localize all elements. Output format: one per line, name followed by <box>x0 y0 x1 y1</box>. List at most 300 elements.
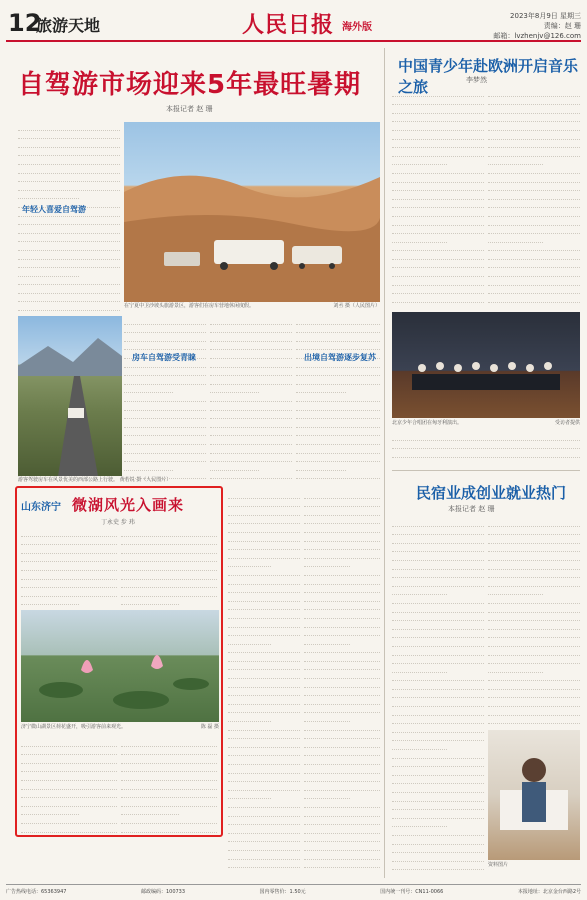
feature-text-col1 <box>21 528 117 606</box>
homestay-caption <box>488 862 580 869</box>
text-line <box>228 825 300 834</box>
text-line <box>392 217 484 226</box>
text-line <box>124 393 206 402</box>
text-line <box>392 105 484 114</box>
text-line <box>124 428 206 437</box>
text-line <box>304 602 380 611</box>
text-line <box>228 851 300 860</box>
text-line <box>210 333 292 342</box>
text-line <box>18 217 120 226</box>
text-line <box>210 402 292 411</box>
text-line <box>228 808 300 817</box>
text-line <box>488 131 580 140</box>
text-line <box>121 554 217 563</box>
text-line <box>21 772 117 781</box>
text-line <box>21 824 117 833</box>
text-line <box>392 200 484 209</box>
text-line <box>121 588 217 597</box>
text-line <box>304 516 380 525</box>
text-line <box>304 585 380 594</box>
main-subhead-1: 年轻人喜爱自驾游 <box>22 205 86 214</box>
right-article-2-col2 <box>488 518 580 728</box>
text-line <box>488 544 580 553</box>
text-line <box>228 722 300 731</box>
page-header <box>6 8 581 42</box>
text-line <box>124 316 206 325</box>
main-article-text-col2 <box>124 316 206 484</box>
text-line <box>228 731 300 740</box>
text-line <box>18 234 120 243</box>
text-line <box>228 524 300 533</box>
text-line <box>296 376 380 385</box>
text-line <box>392 268 484 277</box>
text-line <box>124 385 173 394</box>
text-line <box>304 774 380 783</box>
feature-title: 微湖风光入画来 <box>72 496 185 514</box>
text-line <box>21 781 117 790</box>
text-line <box>210 436 292 445</box>
desert-camp-caption-text: 在宁夏中卫沙坡头旅游景区，游客们在房车营地休闲度假。 <box>124 303 255 309</box>
text-line <box>228 507 300 516</box>
feature-place: 山东济宁 <box>21 502 61 513</box>
text-line <box>392 260 484 269</box>
text-line <box>228 782 300 791</box>
text-line <box>304 739 380 748</box>
text-line <box>228 842 300 851</box>
text-line <box>488 294 580 303</box>
text-line <box>121 545 217 554</box>
text-line <box>18 165 120 174</box>
text-line <box>392 191 484 200</box>
text-line <box>304 748 380 757</box>
text-line <box>228 748 300 757</box>
text-line <box>228 705 300 714</box>
text-line <box>121 815 217 824</box>
text-line <box>124 454 206 463</box>
text-line <box>296 436 380 445</box>
edition-label: 海外版 <box>342 22 372 33</box>
text-line <box>210 411 292 420</box>
text-line <box>210 376 292 385</box>
text-line <box>124 471 206 480</box>
text-line <box>21 755 117 764</box>
text-line <box>228 834 300 843</box>
text-line <box>228 533 300 542</box>
text-line <box>392 544 484 553</box>
text-line <box>488 561 580 570</box>
text-line <box>304 705 380 714</box>
text-line <box>18 182 120 191</box>
text-line <box>18 268 79 277</box>
text-line <box>21 571 117 580</box>
text-line <box>121 747 217 756</box>
text-line <box>304 653 380 662</box>
text-line <box>392 294 484 303</box>
text-line <box>304 842 380 851</box>
text-line <box>121 738 217 747</box>
right-article-2-col1 <box>392 518 484 878</box>
text-line <box>392 552 484 561</box>
text-line <box>488 604 580 613</box>
text-line <box>392 535 484 544</box>
text-line <box>488 183 580 192</box>
text-line <box>392 432 580 441</box>
text-line <box>296 316 380 325</box>
main-subhead-2: 房车自驾游受青睐 <box>132 353 196 362</box>
text-line <box>304 731 380 740</box>
text-line <box>124 402 206 411</box>
featured-article-box <box>15 486 223 837</box>
text-line <box>228 662 300 671</box>
text-line <box>228 739 300 748</box>
text-line <box>228 679 300 688</box>
text-line <box>392 527 484 536</box>
text-line <box>392 802 484 811</box>
newspaper-logo: 人民日报 <box>242 12 335 38</box>
text-line <box>488 578 580 587</box>
road-trip-illustration <box>18 316 122 476</box>
footer-ad-hotline: 广告热线电话：65363947 <box>6 889 67 895</box>
text-line <box>392 595 484 604</box>
text-line <box>210 454 292 463</box>
text-line <box>392 621 484 630</box>
right-article-1-col1 <box>392 88 484 308</box>
text-line <box>392 793 484 802</box>
text-line <box>124 419 206 428</box>
text-line <box>488 157 543 166</box>
issue-date: 2023年8月9日 星期三 <box>510 12 581 20</box>
desert-camp-credit: 刘丞 摄（人民图片） <box>333 303 380 309</box>
concert-illustration <box>392 312 580 418</box>
text-line <box>392 750 484 759</box>
text-line <box>228 817 300 826</box>
road-trip-photo <box>18 316 122 476</box>
text-line <box>18 148 120 157</box>
text-line <box>124 368 206 377</box>
text-line <box>304 550 380 559</box>
text-line <box>228 628 300 637</box>
text-line <box>304 619 380 628</box>
text-line <box>228 559 271 568</box>
text-line <box>228 490 300 499</box>
text-line <box>21 807 79 816</box>
text-line <box>392 114 484 123</box>
editor-email: 邮箱：lvzhenjv@126.com <box>493 32 581 40</box>
text-line <box>21 562 117 571</box>
text-line <box>392 251 484 260</box>
right-article-1-byline: 李梦然 <box>466 76 487 84</box>
text-line <box>392 570 484 579</box>
text-line <box>392 234 447 243</box>
text-line <box>18 302 120 311</box>
text-line <box>210 316 292 325</box>
text-line <box>392 698 484 707</box>
text-line <box>121 781 217 790</box>
text-line <box>304 576 380 585</box>
text-line <box>228 860 300 869</box>
text-line <box>488 570 580 579</box>
text-line <box>228 799 300 808</box>
text-line <box>488 707 580 716</box>
text-line <box>210 359 292 368</box>
text-line <box>392 243 484 252</box>
text-line <box>304 765 380 774</box>
text-line <box>488 234 543 243</box>
text-line <box>488 226 580 235</box>
desert-camp-caption <box>124 303 380 310</box>
text-line <box>488 638 580 647</box>
text-line <box>392 518 484 527</box>
text-line <box>304 791 350 800</box>
text-line <box>18 131 120 140</box>
text-line <box>488 251 580 260</box>
text-line <box>304 679 380 688</box>
text-line <box>124 325 206 334</box>
text-line <box>228 619 300 628</box>
text-line <box>488 716 580 725</box>
text-line <box>488 673 580 682</box>
concert-caption-text: 北京少年合唱团在匈牙利演出。 <box>392 420 463 426</box>
text-line <box>392 208 484 217</box>
text-line <box>124 445 206 454</box>
text-line <box>210 419 292 428</box>
text-line <box>392 741 447 750</box>
text-line <box>488 527 580 536</box>
text-line <box>392 810 484 819</box>
text-line <box>392 673 484 682</box>
text-line <box>488 208 580 217</box>
text-line <box>121 772 217 781</box>
feature-text-col2 <box>121 528 217 606</box>
text-line <box>21 798 117 807</box>
footer-address: 本报地址：北京金台西路2号 <box>517 889 581 895</box>
text-line <box>392 664 447 673</box>
text-line <box>392 845 484 854</box>
text-line <box>121 790 217 799</box>
main-article-text-col4 <box>296 316 380 484</box>
text-line <box>304 524 380 533</box>
text-line <box>488 165 580 174</box>
header-info <box>493 11 581 41</box>
text-line <box>488 105 580 114</box>
text-line <box>392 122 484 131</box>
footer-postcode: 邮政编码：100733 <box>140 889 186 895</box>
text-line <box>392 827 484 836</box>
text-line <box>18 225 120 234</box>
text-line <box>488 191 580 200</box>
text-line <box>121 755 217 764</box>
text-line <box>18 242 120 251</box>
text-line <box>392 148 484 157</box>
lotus-credit: 陈 磊 摄 <box>200 724 219 730</box>
text-line <box>21 597 79 606</box>
text-line <box>296 393 380 402</box>
text-line <box>392 767 484 776</box>
text-line <box>210 342 292 351</box>
text-line <box>304 490 380 499</box>
text-line <box>304 808 380 817</box>
text-line <box>392 441 580 450</box>
footer-price: 国内零售价：1.50元 <box>259 889 306 895</box>
text-line <box>392 561 484 570</box>
lotus-lake-photo <box>21 610 219 722</box>
text-line <box>210 462 259 471</box>
lotus-caption-text: 济宁微山湖景区荷花盛开，吸引游客前来观光。 <box>21 724 127 730</box>
desert-camp-illustration <box>124 122 380 302</box>
text-line <box>392 277 484 286</box>
text-line <box>392 604 484 613</box>
text-line <box>488 621 580 630</box>
text-line <box>210 368 292 377</box>
text-line <box>304 542 380 551</box>
right-article-2-title: 民宿业成创业就业热门 <box>416 484 567 502</box>
text-line <box>296 471 380 480</box>
text-line <box>228 774 300 783</box>
text-line <box>304 628 380 637</box>
text-line <box>304 851 380 860</box>
text-line <box>392 784 484 793</box>
text-line <box>228 791 271 800</box>
text-line <box>488 681 580 690</box>
desert-camp-photo <box>124 122 380 302</box>
lotus-caption <box>21 724 219 731</box>
text-line <box>228 550 300 559</box>
text-line <box>304 825 380 834</box>
road-trip-caption-text: 游客驾驶房车在风景优美的西部公路上行驶。 <box>18 477 119 483</box>
text-line <box>21 580 117 589</box>
text-line <box>18 294 120 303</box>
text-line <box>392 690 484 699</box>
text-line <box>296 342 380 351</box>
page-footer <box>6 884 581 895</box>
text-line <box>21 588 117 597</box>
feature-continued-col2 <box>304 490 380 870</box>
feature-text-col4 <box>121 738 217 834</box>
section-title: 旅游天地 <box>36 16 101 35</box>
text-line <box>228 670 300 679</box>
text-line <box>304 860 380 869</box>
right-article-1-ending <box>392 432 580 466</box>
text-line <box>228 499 300 508</box>
text-line <box>296 325 380 334</box>
text-line <box>304 834 380 843</box>
text-line <box>121 562 217 571</box>
text-line <box>304 499 380 508</box>
text-line <box>18 139 120 148</box>
main-subhead-3: 出境自驾游逐步复苏 <box>304 353 376 362</box>
text-line <box>488 613 580 622</box>
section-divider <box>392 470 580 471</box>
right-article-1-title: 中国青少年赴欧洲开启音乐之旅 <box>398 57 579 96</box>
text-line <box>392 853 484 862</box>
text-line <box>304 662 380 671</box>
text-line <box>488 97 580 106</box>
text-line <box>392 578 484 587</box>
homestay-illustration <box>488 730 580 860</box>
text-line <box>304 559 350 568</box>
text-line <box>488 698 580 707</box>
text-line <box>228 653 300 662</box>
text-line <box>304 782 380 791</box>
text-line <box>488 217 580 226</box>
text-line <box>121 798 217 807</box>
text-line <box>296 428 380 437</box>
text-line <box>392 759 484 768</box>
text-line <box>18 156 120 165</box>
feature-byline: 丁永史 步 玮 <box>101 519 135 526</box>
text-line <box>392 587 447 596</box>
text-line <box>392 819 447 828</box>
text-line <box>304 636 350 645</box>
text-line <box>392 707 484 716</box>
text-line <box>121 528 217 537</box>
text-line <box>228 610 300 619</box>
text-line <box>296 411 380 420</box>
text-line <box>124 436 206 445</box>
text-line <box>488 535 580 544</box>
text-line <box>392 836 484 845</box>
text-line <box>296 454 380 463</box>
text-line <box>296 368 380 377</box>
text-line <box>228 576 300 585</box>
text-line <box>392 862 484 871</box>
text-line <box>18 191 79 200</box>
text-line <box>488 690 580 699</box>
text-line <box>210 393 292 402</box>
text-line <box>18 122 120 131</box>
text-line <box>488 122 580 131</box>
road-trip-credit: 黄若锐 摄（人民图片） <box>119 477 172 483</box>
text-line <box>488 587 543 596</box>
text-line <box>18 174 120 183</box>
text-line <box>124 333 206 342</box>
text-line <box>392 183 484 192</box>
text-line <box>304 722 380 731</box>
text-line <box>392 97 484 106</box>
text-line <box>121 597 179 606</box>
concert-photo <box>392 312 580 418</box>
column-divider <box>384 48 385 878</box>
text-line <box>228 765 300 774</box>
text-line <box>488 174 580 183</box>
text-line <box>124 342 206 351</box>
text-line <box>228 585 300 594</box>
text-line <box>304 799 380 808</box>
text-line <box>488 88 580 97</box>
text-line <box>228 593 300 602</box>
text-line <box>488 286 580 295</box>
text-line <box>392 733 484 742</box>
text-line <box>488 664 543 673</box>
text-line <box>296 402 380 411</box>
text-line <box>21 545 117 554</box>
text-line <box>228 696 300 705</box>
text-line <box>228 756 300 765</box>
text-line <box>121 807 179 816</box>
text-line <box>304 567 380 576</box>
text-line <box>488 595 580 604</box>
text-line <box>210 350 292 359</box>
text-line <box>228 645 300 654</box>
text-line <box>488 277 580 286</box>
concert-caption <box>392 420 580 427</box>
text-line <box>21 738 117 747</box>
text-line <box>488 552 580 561</box>
text-line <box>21 537 117 546</box>
text-line <box>488 647 580 656</box>
text-line <box>304 593 380 602</box>
text-line <box>210 445 292 454</box>
